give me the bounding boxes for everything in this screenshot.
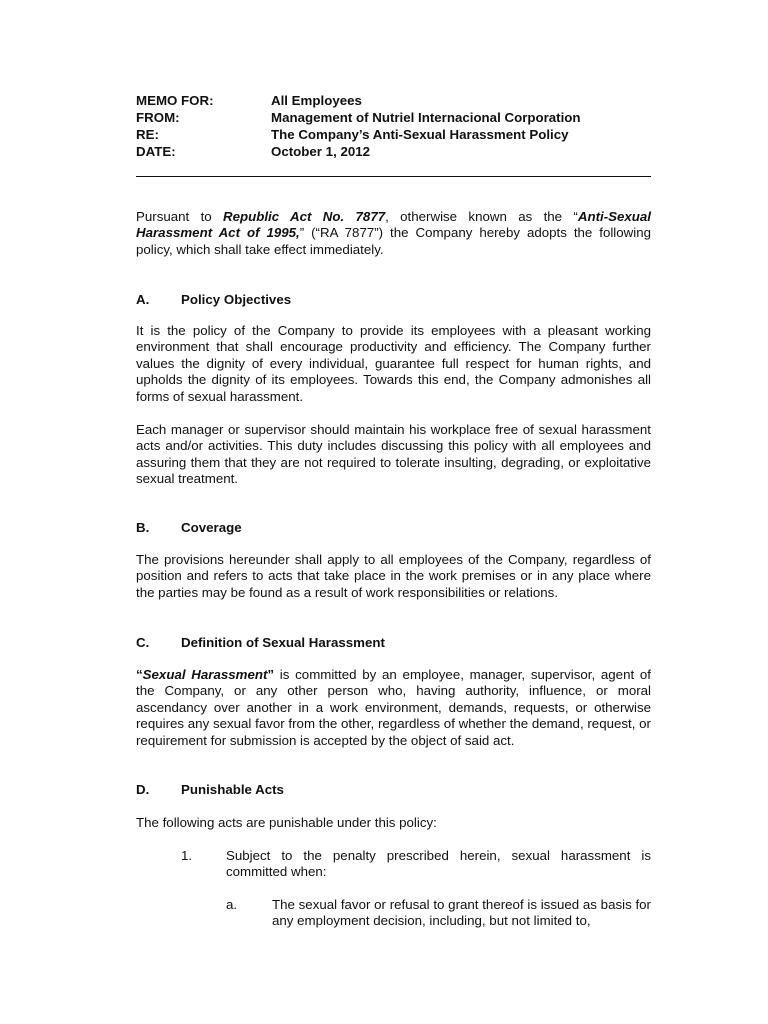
- header-divider: [136, 176, 651, 177]
- memo-for-row: [136, 92, 651, 109]
- section-d-heading: [136, 781, 284, 798]
- list-item-1-number: 1.: [181, 848, 193, 863]
- close-quote: ”: [267, 667, 275, 682]
- memo-for-label: MEMO FOR:: [136, 93, 214, 108]
- memo-re-row: [136, 126, 651, 143]
- intro-text-3: ” (“RA 7877”) the Company hereby adopts the following policy, which shall take effect immediately.: [136, 225, 651, 257]
- memo-from-label: FROM:: [136, 110, 180, 125]
- section-b-paragraph: The provisions hereunder shall apply to all employees of the Company, regardless of position and refers to acts that take place in the work premises or in any place where the parties may be found as a result of work responsibilities or relations.: [136, 552, 651, 600]
- memo-date-row: [136, 143, 651, 160]
- memo-re-label: RE:: [136, 127, 159, 142]
- section-c-letter: C.: [136, 635, 150, 650]
- republic-act-reference: Republic Act No. 7877: [223, 209, 386, 224]
- section-c-text: is committed by an employee, manager, supervisor, agent of the Company, or any other person who, having authority, influence, or moral ascendancy over another in a work environment, demands, requests, or otherwise requires any sexual favor from the other, regardless of whether the demand, request, or requirement for submission is accepted by the object of said act.: [136, 667, 651, 748]
- section-b-title: Coverage: [181, 520, 242, 535]
- section-c-heading: [136, 634, 385, 651]
- section-a-letter: A.: [136, 292, 150, 307]
- memo-for-value: All Employees: [271, 93, 362, 108]
- section-a-paragraph-2: Each manager or supervisor should maintain his workplace free of sexual harassment acts and/or activities. This duty includes discussing this policy with all employees and assuring them that they are not required to tolerate insulting, degrading, or exploitative sexual treatment.: [136, 422, 651, 487]
- section-a-title: Policy Objectives: [181, 292, 292, 307]
- sexual-harassment-term: Sexual Harassment: [142, 667, 268, 682]
- intro-text-1: Pursuant to: [136, 209, 223, 224]
- section-b-letter: B.: [136, 520, 150, 535]
- memo-header: [136, 92, 651, 160]
- list-item-1-text: Subject to the penalty prescribed herein, sexual harassment is committed when:: [226, 848, 651, 880]
- open-quote: “: [136, 667, 143, 682]
- section-b-heading: [136, 519, 242, 536]
- list-item-1a-text: The sexual favor or refusal to grant thereof is issued as basis for any employment decision, including, but not limited to,: [272, 897, 651, 929]
- memo-from-row: [136, 109, 651, 126]
- section-d-paragraph: The following acts are punishable under this policy:: [136, 815, 437, 830]
- intro-text-2: , otherwise known as the “: [385, 209, 578, 224]
- memo-date-label: DATE:: [136, 144, 176, 159]
- list-item-1a-letter: a.: [226, 897, 238, 912]
- section-d-title: Punishable Acts: [181, 782, 284, 797]
- section-a-heading: [136, 291, 291, 308]
- memo-re-value: The Company’s Anti-Sexual Harassment Policy: [271, 127, 569, 142]
- memo-date-value: October 1, 2012: [271, 144, 371, 159]
- act-name: Anti-Sexual Harassment Act of 1995,: [136, 209, 651, 241]
- intro-paragraph: [136, 209, 651, 258]
- section-d-letter: D.: [136, 782, 150, 797]
- section-c-title: Definition of Sexual Harassment: [181, 635, 385, 650]
- memo-from-value: Management of Nutriel Internacional Corporation: [271, 110, 581, 125]
- section-c-paragraph: [136, 667, 651, 749]
- section-a-paragraph-1: It is the policy of the Company to provide its employees with a pleasant working environment that shall encourage productivity and efficiency. The Company further values the dignity of every individual, guarantee full respect for human rights, and upholds the dignity of its employees. Towards this end, the Company admonishes all forms of sexual harassment.: [136, 323, 651, 404]
